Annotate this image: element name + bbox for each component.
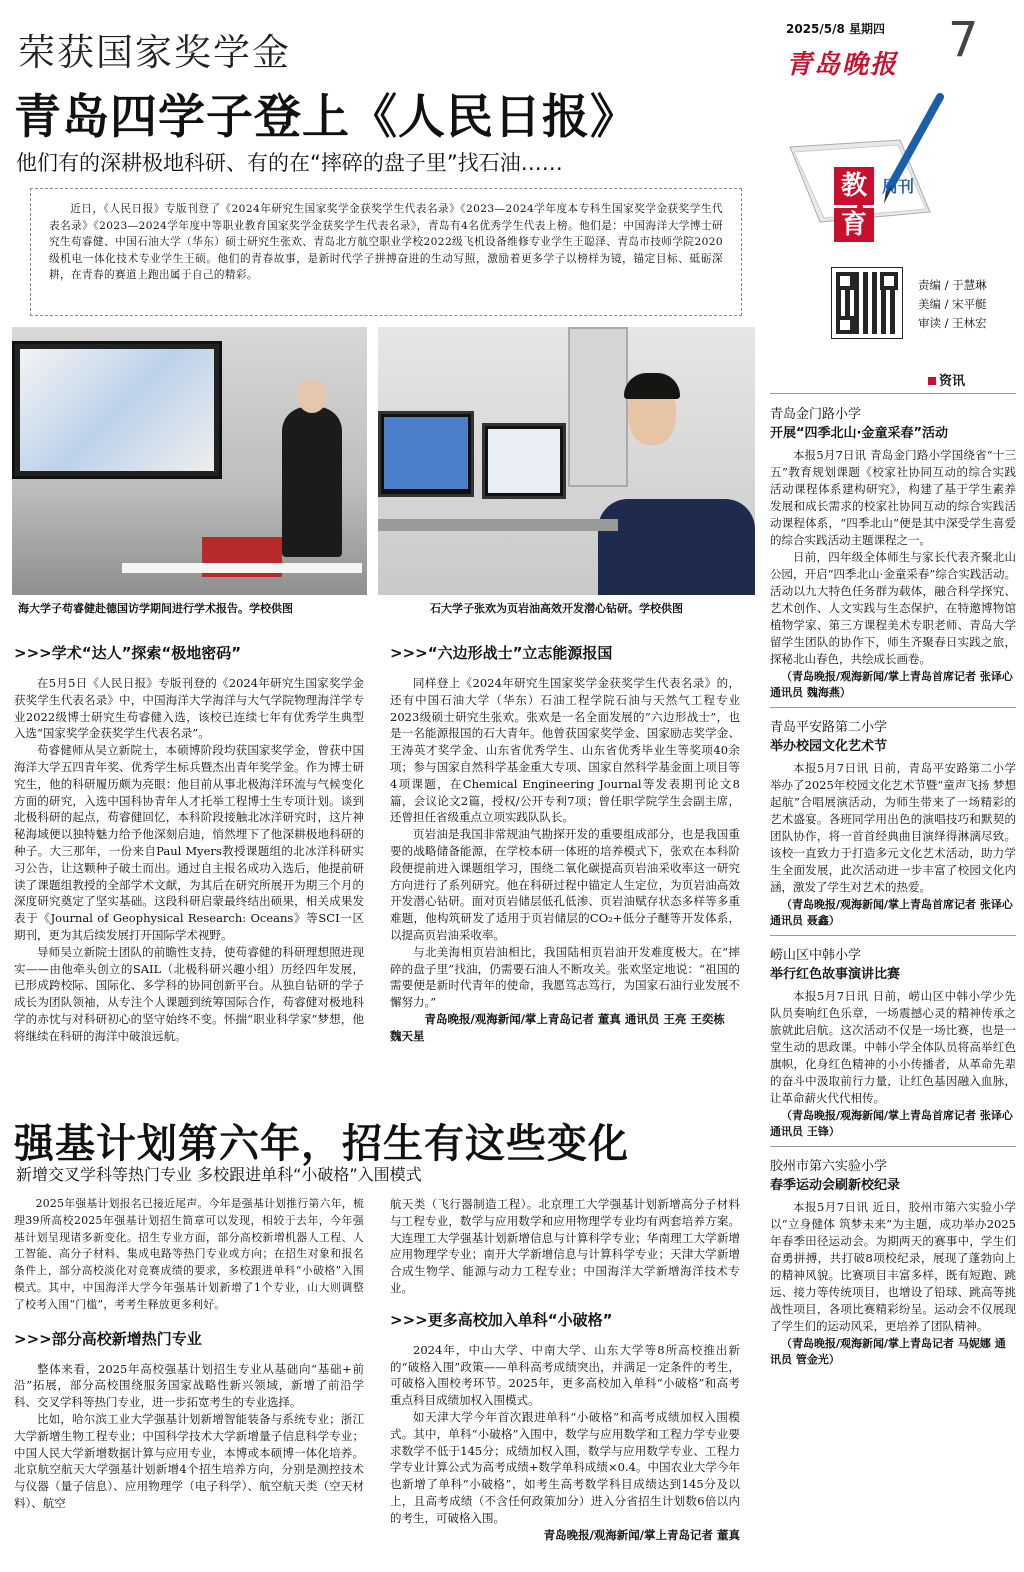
article2-col2 xyxy=(390,1196,740,1543)
news-headline: 春季运动会刷新校纪录 xyxy=(770,1178,901,1193)
headline-2-sub: 新增交叉学科等热门专业 多校跟进单科“小破格”入围模式 xyxy=(16,1165,422,1184)
section-title-new-majors: >>>部分高校新增热门专业 xyxy=(14,1329,202,1348)
section-body-polar xyxy=(14,675,364,1045)
news-school: 青岛金门路小学 xyxy=(770,407,862,422)
article2-col1 xyxy=(14,1196,364,1512)
news-paragraph: 日前，四年级全体师生与家长代表齐聚北山公园，开启“四季北山·金童采春”综合实践活动。活动以九大特色任务群为载体，融合科学探究、艺术创作、人文实践与生态保护，在特邀博物馆植物学家、第三方课程美术专职老师、青岛大学留学生团队的协作下，师生齐聚春日实践之旅，探秘北山春色，共绘成长画卷。 xyxy=(770,550,1016,666)
news-headline: 举办校园文化艺术节 xyxy=(770,739,888,754)
headline-sub: 他们有的深耕极地科研、有的在“摔碎的盘子里”找石油…… xyxy=(16,151,563,175)
news-source: （青岛晚报/观海新闻/掌上青岛记者 马妮娜 通讯员 管金光） xyxy=(770,1337,1006,1366)
paragraph: 苟睿健师从吴立新院士，本硕博阶段均获国家奖学金，曾获中国海洋大学五四青年奖、优秀学生标兵暨杰出青年奖学金。作为博士研究生，他的科研履历颇为亮眼：他目前从事北极海洋环流与气候变化方面的研究，入选中国科协青年人才托举工程博士生专项计划。谈到北极科研的起点，苟睿健回忆，本科阶段接触北冰洋研究时，这片神秘海域便以独特魅力给予他深刻启迪，悄然埋下了他深耕极地科研的种子。大三那年，一份来自Paul Myers教授课题组的北冰洋科研实习公告，让这颗种子破土而出。通过自主报名成功入选后，他提前研读了课题组教授的全部学术文献，为其后在研究所展开为期三个月的深度研究奠定了坚实基础。这段科研启蒙最终结出硕果，相关成果发表于《Journal of Geophysical Research: Oceans》等SCI一区期刊，更为其后续发展打开国际学术视野。 xyxy=(14,743,364,942)
paragraph: 如天津大学今年首次跟进单科“小破格”和高考成绩加权入围模式。其中，单科“小破格”入围中，数学与应用数学和工程力学专业要求数学不低于145分；成绩加权入围，数学与应用数学专业、工程力学专业计算公式为高考成绩+数学单科成绩×0.4。中国农业大学今年也新增了单科“小破格”，如考生高考数学科目成绩达到145分及以上，且高考成绩（不含任何政策加分）进入分省招生计划数6倍以内的考生，可破格入围。 xyxy=(390,1409,740,1525)
news-school: 崂山区中韩小学 xyxy=(770,948,862,963)
issue-date: 2025/5/8 星期四 xyxy=(786,22,886,36)
section-logo xyxy=(780,92,952,242)
photo-lab-caption: 石大学子张欢为页岩油高效开发潜心钻研。学校供图 xyxy=(430,602,683,615)
paragraph: 2024年，中山大学、中南大学、山东大学等8所高校推出新的“破格入围”政策——单科高考成绩突出，并满足一定条件的考生，可破格入围校考环节。2025年，更多高校加入单科“小破格”和高考重点科目成绩加权入围模式。 xyxy=(390,1342,740,1408)
news-paragraph: 本报5月7日讯 近日，胶州市第六实验小学以“立身健体 筑梦未来”为主题，成功举办2025年春季田径运动会。为期两天的赛事中，学生们奋勇拼搏，共打破8项校纪录，展现了蓬勃向上的精神风貌。比赛项目丰富多样，既有短跑、跳远、接力等传统项目，也增设了铅球、跳高等挑战性项目，各项比赛精彩纷呈。运动会不仅展现了学生们的运动风采，更培养了团队精神。 xyxy=(770,1200,1016,1333)
qr-code[interactable] xyxy=(832,268,902,338)
lead-paragraph: 2025年强基计划报名已接近尾声。今年是强基计划推行第六年，梳理39所高校2025年强基计划招生简章可以发现，相较于去年，今年强基计划呈现诸多新变化。招生专业方面，部分高校新增机器人工程、人工智能、高分子材料、集成电路等热门专业或方向；在招生对象和报名条件上，部分高校淡化对竞赛成绩的要求，多校跟进单科“小破格”入围模式。其中，中国海洋大学今年强基计划新增了1个专业，山大则调整了校考入围“门槛”，考考生释放更多利好。 xyxy=(14,1197,364,1311)
byline: 青岛晚报/观海新闻/掌上青岛记者 董真 xyxy=(543,1527,740,1542)
paragraph: 在5月5日《人民日报》专版刊登的《2024年研究生国家奖学金获奖学生代表名录》中，中国海洋大学海洋与大气学院物理海洋学专业2022级博士研究生苟睿健入选，该校已连续七年有优秀学生典型入选“国家奖学金获奖学生代表名录”。 xyxy=(14,676,364,741)
news-item xyxy=(770,403,1016,708)
news-school: 胶州市第六实验小学 xyxy=(770,1159,888,1174)
sidebar-news xyxy=(770,395,1016,1368)
news-item xyxy=(770,944,1016,1147)
byline: 青岛晚报/观海新闻/掌上青岛记者 董真 通讯员 王亮 王奕栋 魏天星 xyxy=(390,1011,725,1043)
editor-line: 责编 / 于慧琳 xyxy=(918,278,987,292)
news-headline: 举行红色故事演讲比赛 xyxy=(770,967,901,982)
news-item xyxy=(770,1155,1016,1368)
paragraph: 比如，哈尔滨工业大学强基计划新增智能装备与系统专业；浙江大学新增生物工程专业；中国科学技术大学新增量子信息科学专业；中国人民大学新增数据计算与应用专业，本博或本硕博一体化培养。北京航空航天大学强基计划新增4个招生培养方向，分别是测控技术与仪器（量子信息）、应用物理学（电子科学）、航空航天类（空天材料）、航空 xyxy=(14,1411,364,1510)
square-icon xyxy=(928,377,936,385)
paragraph: 同样登上《2024年研究生国家奖学金获奖学生代表名录》的，还有中国石油大学（华东）石油工程学院石油与天然气工程专业2023级硕士研究生张欢。张欢是一名全面发展的“六边形战士”，也是一名能源报国的石大青年。他曾获国家奖学金、国家励志奖学金、王涛英才奖学金、山东省优秀学生、山东省优秀毕业生等奖项40余项；参与国家自然科学基金重大专项、国家自然科学基金面上项目等4项课题，在Chemical Engineering Journal等发表期刊论文8篇，会议论文2篇，授权/公开专利7项；曾任职学院学生会副主席，还曾担任省级重点立项实践队队长。 xyxy=(390,676,740,825)
headline-2-main: 强基计划第六年，招生有这些变化 xyxy=(14,1121,629,1167)
news-paragraph: 本报5月7日讯 青岛金门路小学国绕省“十三五”教育规划课题《校家社协同互动的综合实践活动课程体系建构研究》，构建了基于学生素养发展和成长需求的校家社协同互动的综合实践活动课程体系，“四季北山”便是其中深受学生喜爱的综合实践活动主题课程之一。 xyxy=(770,448,1016,547)
intro-box xyxy=(30,188,742,316)
section-title-single-subject: >>>更多高校加入单科“小破格” xyxy=(390,1310,613,1329)
photo-lecture-caption: 海大学子苟睿健赴德国访学期间进行学术报告。学校供图 xyxy=(18,602,293,615)
section-title-polar: >>>学术“达人”探索“极地密码” xyxy=(14,644,242,662)
sidebar-label xyxy=(770,370,1016,394)
headline-main: 青岛四学子登上《人民日报》 xyxy=(14,90,638,145)
section-weekly: 周刊 xyxy=(882,177,915,196)
news-source: （青岛晚报/观海新闻/掌上青岛首席记者 张译心 通讯员 魏海燕） xyxy=(770,670,1013,699)
divider xyxy=(770,1146,1016,1147)
intro-text: 近日，《人民日报》专版刊登了《2024年研究生国家奖学金获奖学生代表名录》《2023—2024学年度本专科生国家奖学金获奖学生代表名录》《2023—2024学年度中等职业教育国家奖学金获奖学生代表名录》，青岛有4名优秀学生代表上榜。他们是：中国海洋大学博士研究生苟睿健、中国石油大学（华东）硕士研究生张欢、青岛北方航空职业学校2022级飞机设备维修专业学生王聪泽、青岛市技师学院2020级机电一体化技术专业学生王硕。他们的青春故事，是新时代学子拼搏奋进的生动写照，激励着更多学子以榜样为镜，锚定目标、砥砺深耕，在青春的赛道上跑出属于自己的精彩。 xyxy=(49,203,723,281)
paragraph: 整体来看，2025年高校强基计划招生专业从基础向“基础+前沿”拓展，部分高校围绕服务国家战略性新兴领域，新增了前沿学科、交叉学科等热门专业，进一步拓宽考生的专业选择。 xyxy=(14,1361,364,1410)
news-source: （青岛晚报/观海新闻/掌上青岛首席记者 张译心 通讯员 聂鑫） xyxy=(770,898,1013,927)
paragraph: 航天类（飞行器制造工程）。北京理工大学强基计划新增高分子材料与工程专业，数学与应用数学和应用物理学专业均有两套培养方案。大连理工大学强基计划新增信息与计算科学专业；华南理工大学新增应用物理学专业；南开大学新增信息与计算科学专业；天津大学新增合成生物学、能源与动力工程专业；中国海洋大学新增海洋技术专业。 xyxy=(390,1197,740,1295)
photo-lecture xyxy=(12,327,367,595)
section-body-energy xyxy=(390,675,740,1045)
paper-name: 青岛晚报 xyxy=(786,50,899,80)
news-school: 青岛平安路第二小学 xyxy=(770,720,888,735)
page-number: 7 xyxy=(948,12,979,68)
news-paragraph: 本报5月7日讯 日前，崂山区中韩小学少先队员奏响红色乐章，一场震撼心灵的精神传承之旅就此启航。这次活动不仅是一场比赛，也是一堂生动的思政课。中韩小学全体队员将高举红色旗帜，化身红色精神的小小传播者，从革命先辈的奋斗中汲取前行力量，让红色基因融入血脉，让革命薪火代代相传。 xyxy=(770,989,1016,1105)
news-item xyxy=(770,716,1016,936)
editor-line: 审读 / 王林宏 xyxy=(918,316,987,330)
editor-line: 美编 / 宋平艇 xyxy=(918,297,987,311)
paragraph: 页岩油是我国非常规油气勘探开发的重要组成部分，也是我国重要的战略储备能源，在学校本研一体班的培养模式下，张欢在本科阶段便提前进入课题组学习，围绕二氧化碳提高页岩油采收率这一研究方向进行了系列研究。他在科研过程中锚定人生定位，为页岩油高效开发潜心钻研。面对页岩储层低孔低渗、页岩油赋存状态多样等多重难题，他构筑研发了适用于页岩储层的CO₂+低分子醚等开发体系，以提高页岩油采收率。 xyxy=(390,827,740,942)
section-title-energy: >>>“六边形战士”立志能源报国 xyxy=(390,644,613,662)
editors xyxy=(918,276,987,333)
photo-lab xyxy=(378,327,755,595)
news-source: （青岛晚报/观海新闻/掌上青岛首席记者 张译心 通讯员 王锋） xyxy=(770,1109,1013,1138)
sidebar-label-text: 资讯 xyxy=(939,374,966,389)
kicker: 荣获国家奖学金 xyxy=(18,31,291,74)
divider xyxy=(770,935,1016,936)
divider xyxy=(770,707,1016,708)
news-headline: 开展“四季北山·金童采春”活动 xyxy=(770,426,949,441)
news-paragraph: 本报5月7日讯 日前，青岛平安路第二小学举办了2025年校园文化艺术节暨“童声飞扬 梦想起航”合唱展演活动，为师生带来了一场精彩的艺术盛宴。各班同学用出色的演唱技巧和默契的团队协作，将一首首经典曲目演绎得淋漓尽致。该校一直致力于打造多元文化艺术活动，助力学生全面发展，此次活动进一步丰富了校园文化内涵，激发了学生对艺术的热爱。 xyxy=(770,761,1016,894)
section-yu: 育 xyxy=(834,208,874,242)
paragraph: 与北美海相页岩油相比，我国陆相页岩油开发难度极大。在“摔碎的盘子里”找油，仍需要石油人不断攻关。张欢坚定地说：“祖国的需要便是新时代青年的使命，我愿笃志笃行，为国家石油行业发展不懈努力。” xyxy=(390,944,740,1010)
paragraph: 导师吴立新院士团队的前瞻性支持，使苟睿健的科研理想照进现实——由他牵头创立的SAIL（北极科研兴趣小组）历经四年发展，已形成跨校际、国际化、多学科的协同创新平台。从独自钻研的学子成长为团队领袖，从专注个人课题到统筹国际合作，苟睿健对极地科学的赤忱与对科研初心的坚守始终不变。怀揣“职业科学家”梦想，他将继续在科研的海洋中破浪远航。 xyxy=(14,944,364,1043)
section-jiao: 教 xyxy=(834,167,874,205)
